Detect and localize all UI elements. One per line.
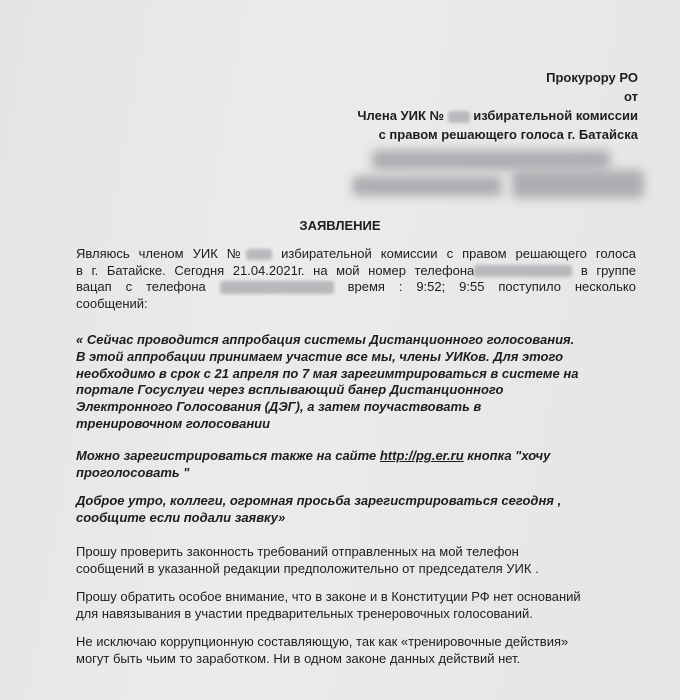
intro-line-3: вацап с телефона время : 9:52; 9:55 поступило несколько bbox=[76, 279, 636, 294]
paragraph-line: могут быть чьим то заработком. Ни в одном законе данных действий нет. bbox=[76, 650, 521, 666]
sender-suffix: избирательной комиссии bbox=[473, 108, 638, 123]
request-paragraph-3 bbox=[76, 634, 636, 667]
paragraph-line: Прошу проверить законность требований отправленных на мой телефон bbox=[76, 544, 519, 559]
quote-line: сообщите если подали заявку» bbox=[76, 509, 286, 525]
paragraph-line: Не исключаю коррупционную составляющую, так как «тренировочные действия» bbox=[76, 634, 569, 649]
voice-line: с правом решающего голоса г. Батайска bbox=[378, 127, 638, 142]
quote-block-3 bbox=[76, 493, 636, 526]
intro-line-2: в г. Батайске. Сегодня 21.04.2021г. на мой номер телефона в группе bbox=[76, 262, 636, 278]
quote-block-1 bbox=[76, 332, 636, 433]
intro-line-4: сообщений: bbox=[76, 295, 148, 311]
paragraph-line: Прошу обратить особое внимание, что в законе и в Конституции РФ нет оснований bbox=[76, 589, 581, 604]
paragraph-line: сообщений в указанной редакции предположительно от председателя УИК . bbox=[76, 560, 539, 576]
quote-line: необходимо в срок с 21 апреля по 7 мая зарегимтрироваться в системе на bbox=[76, 365, 579, 381]
sender-line bbox=[250, 106, 638, 125]
quote-line: Можно зарегистрироваться также на сайте http://pg.er.ru кнопка "хочу bbox=[76, 448, 551, 463]
sender-prefix: Члена УИК № bbox=[357, 108, 445, 123]
from-word: от bbox=[624, 89, 638, 104]
redacted-commission-number-2 bbox=[246, 249, 272, 260]
quote-line: тренировочном голосовании bbox=[76, 415, 271, 431]
redacted-sender-address bbox=[352, 176, 502, 196]
redacted-phone-2 bbox=[220, 281, 334, 294]
quote-block-2 bbox=[76, 448, 636, 481]
redacted-sender-phone bbox=[512, 170, 644, 198]
quote-line: « Сейчас проводится аппробация системы Дистанционного голосования. bbox=[76, 332, 575, 347]
addressee-block bbox=[250, 68, 638, 144]
site-link[interactable]: http://pg.er.ru bbox=[379, 448, 464, 463]
quote-line: Электронного Голосования (ДЭГ), а затем поучаствовать в bbox=[76, 399, 482, 415]
document-title: ЗАЯВЛЕНИЕ bbox=[299, 218, 381, 233]
redacted-sender-name bbox=[372, 150, 610, 170]
redacted-phone-1 bbox=[474, 265, 572, 277]
addressee-line: Прокурору РО bbox=[546, 70, 638, 85]
quote-line: Доброе утро, коллеги, огромная просьба зарегистрироваться сегодня , bbox=[76, 493, 562, 508]
paragraph-line: для навязывания в участии предварительных тренеровочных голосований. bbox=[76, 605, 533, 621]
intro-paragraph bbox=[76, 246, 636, 312]
quote-line: В этой аппробации принимаем участие все мы, члены УИКов. Для этого bbox=[76, 348, 564, 364]
request-paragraph-1 bbox=[76, 544, 636, 577]
quote-line: портале Госуслуги через всплывающий банер Дистанционного bbox=[76, 382, 504, 398]
quote-line: проголосовать " bbox=[76, 464, 190, 480]
request-paragraph-2 bbox=[76, 589, 636, 622]
intro-line-1: Являюсь членом УИК № избирательной комиссии с правом решающего голоса bbox=[76, 246, 636, 261]
redacted-commission-number bbox=[448, 111, 470, 123]
